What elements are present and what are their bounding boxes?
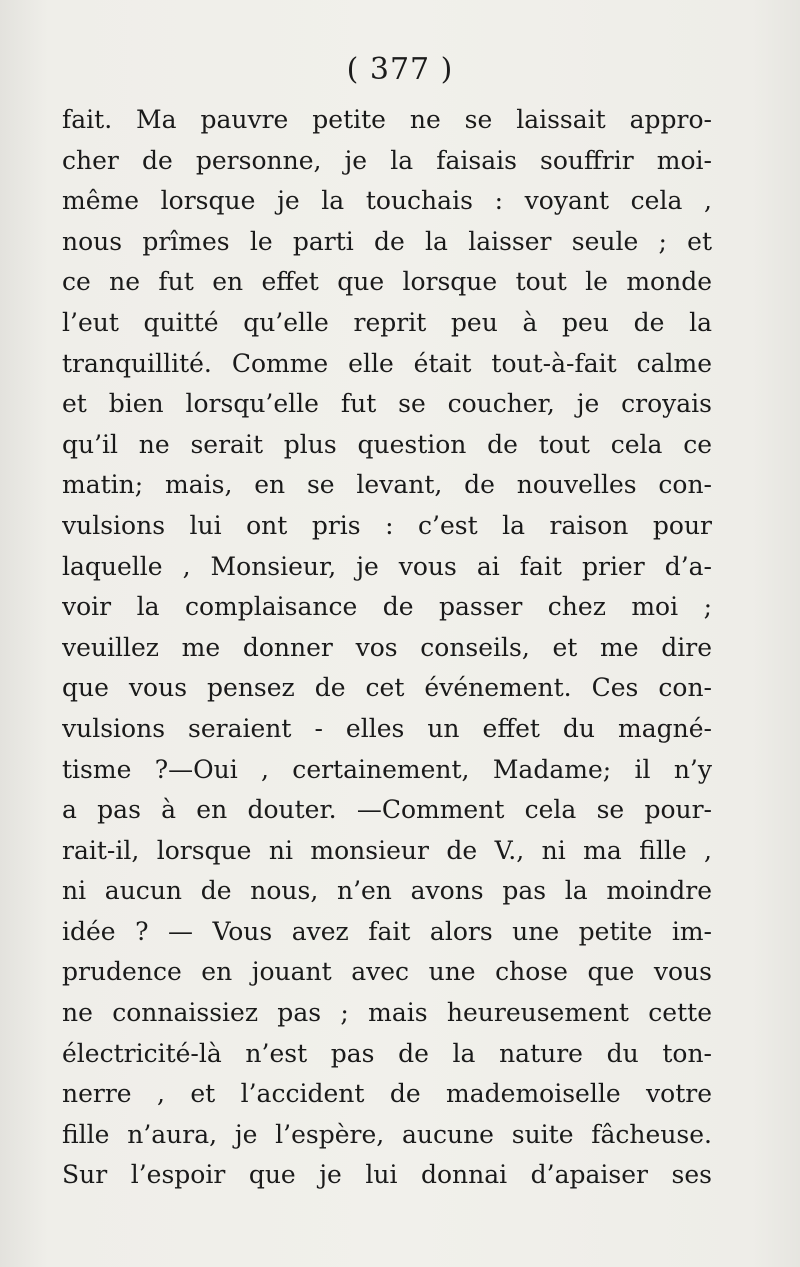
text-line: rait-il, lorsque ni monsieur de V., ni ma fille ,	[62, 835, 712, 865]
text-line: cher de personne, je la faisais souffrir moi-	[62, 145, 712, 175]
text-line: ni aucun de nous, n’en avons pas la moindre	[62, 876, 712, 906]
page-number: ( 377 )	[346, 52, 454, 87]
text-line: a pas à en douter. —Comment cela se pour-	[62, 795, 712, 825]
text-line: qu’il ne serait plus question de tout cela ce	[62, 429, 712, 459]
text-line: idée ? — Vous avez fait alors une petite im-	[62, 916, 712, 946]
text-line: vulsions seraient - elles un effet du magné-	[62, 713, 712, 743]
text-line: tranquillité. Comme elle était tout-à-fait calme	[62, 348, 712, 378]
text-line: laquelle , Monsieur, je vous ai fait prier d’a-	[62, 551, 712, 581]
text-line: nous prîmes le parti de la laisser seule ; et	[62, 226, 712, 256]
text-line: prudence en jouant avec une chose que vous	[62, 957, 712, 987]
text-line: fille n’aura, je l’espère, aucune suite fâcheuse.	[62, 1119, 712, 1149]
text-line: ce ne fut en effet que lorsque tout le monde	[62, 267, 712, 297]
text-line: voir la complaisance de passer chez moi ;	[62, 592, 712, 622]
text-line: et bien lorsqu’elle fut se coucher, je croyais	[62, 389, 712, 419]
text-line: électricité-là n’est pas de la nature du ton-	[62, 1038, 712, 1068]
text-line: nerre , et l’accident de mademoiselle votre	[62, 1079, 712, 1109]
text-line: matin; mais, en se levant, de nouvelles con-	[62, 470, 712, 500]
text-line: l’eut quitté qu’elle reprit peu à peu de la	[62, 307, 712, 337]
text-line: tisme ?—Oui , certainement, Madame; il n’y	[62, 754, 712, 784]
text-line: même lorsque je la touchais : voyant cela ,	[62, 186, 712, 216]
text-line: vulsions lui ont pris : c’est la raison pour	[62, 510, 712, 540]
text-line: fait. Ma pauvre petite ne se laissait appro-	[62, 105, 712, 134]
text-line: veuillez me donner vos conseils, et me dire	[62, 632, 712, 662]
text-line: Sur l’espoir que je lui donnai d’apaiser ses	[62, 1160, 712, 1190]
body-text	[62, 100, 712, 1196]
text-line: ne connaissiez pas ; mais heureusement cette	[62, 998, 712, 1028]
text-line: que vous pensez de cet événement. Ces con-	[62, 673, 712, 703]
